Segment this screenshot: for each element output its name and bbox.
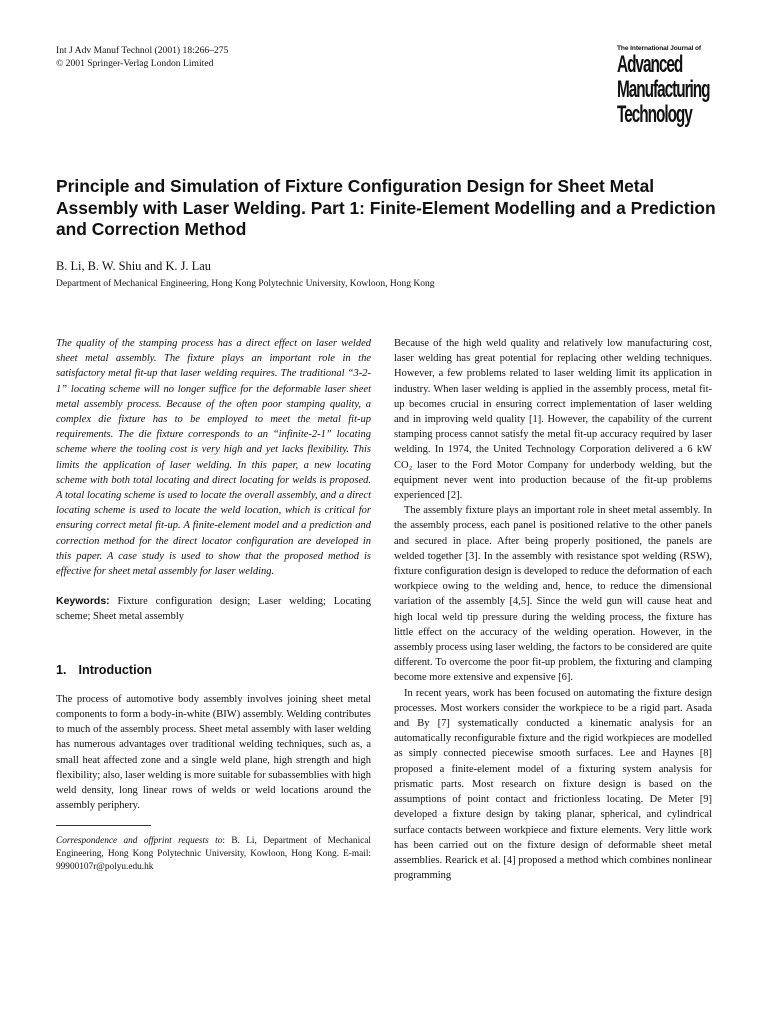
correspondence-footnote bbox=[56, 835, 371, 873]
right-column bbox=[394, 336, 712, 883]
journal-header bbox=[56, 44, 228, 70]
footnote-label: Correspondence and offprint requests to bbox=[56, 836, 223, 847]
journal-citation: Int J Adv Manuf Technol (2001) 18:266–275 bbox=[56, 45, 229, 56]
footnote-text: : B. Li, Department of Mechanical Engineering, Hong Kong Polytechnic University, Kowloon, Hong Kong. E-mail: 99900107r@polyu.edu.hk bbox=[56, 836, 371, 873]
authors: B. Li, B. W. Shiu and K. J. Lau bbox=[56, 259, 211, 273]
journal-logo bbox=[617, 45, 727, 127]
abstract: The quality of the stamping process has a direct effect on laser welded sheet metal assembly. The fixture plays an important role in the satisfactory metal fit-up that laser welding requires. The traditional “3-2-1” locating scheme will no longer suffice for the deformable laser sheet metal assembly process. Because of the often poor stamping quality, a complex die fixture has to be employed to meet the metal fit-up requirements. The die fixture corresponds to an “infinite-2-1” locating scheme where the tooling cost is very high and yet lacks flexibility. This limits the application of laser welding. In this paper, a new locating scheme with both total locating and direct locating for welds is proposed. A total locating scheme is used to locate the overall assembly, and a direct locating scheme is used to locate the weld location, which is critical for ensuring correct metal fit-up. A finite-element model and a prediction and correction method for the direct locator configuration are developed in this paper. A case study is used to show that the proposed method is effective for sheet metal assembly for laser welding. bbox=[56, 338, 371, 578]
keywords-text: Fixture configuration design; Laser welding; Locating scheme; Sheet metal assembly bbox=[56, 596, 372, 623]
body-paragraph-2: The assembly fixture plays an important role in sheet metal assembly. In the assembly process, each panel is positioned relative to the other panels and secured in place. After being properly positioned, the panels are welded together [3]. In the assembly with resistance spot welding (RSW), fixture configuration design is developed to reduce the deformation of each workpiece owing to the welding and, hence, to reduce the dimensional variation of the assembly [4,5]. Since the weld gun will cause heat and high local weld tip pressure during the welding process, the fixture has little effect on the accuracy of the welding operation. However, in the assembly process using laser welding, the factors to be considered are quite different. To overcome the poor fit-up problem, the fixturing and clamping become more extensive and expensive [6]. bbox=[394, 505, 712, 684]
affiliation: Department of Mechanical Engineering, Hong Kong Polytechnic University, Kowloon, Hong Kong bbox=[56, 279, 435, 289]
logo-small-text: The International Journal of bbox=[617, 45, 702, 52]
section-number: 1. bbox=[56, 662, 67, 677]
section-heading-introduction bbox=[56, 663, 371, 678]
body-paragraph-3: In recent years, work has been focused on automating the fixture design processes. Most workers consider the workpiece to be a rigid part. Asada and By [7] systematically conducted a kinematic analysis for an automatically reconfigurable fixture and the rigid workpieces are modelled as simply connected piecewise smooth surfaces. Lee and Haynes [8] proposed a finite-element model of a fixturing system analysis for prismatic parts. Most research on fixture design is based on the assumptions of point contact and frictionless locating. De Meter [9] developed a fixture design by taking planar, spherical, and cylindrical surface contacts between workpiece and fixture elements. Very little work has been carried out on the fixture design of deformable sheet metal assemblies. Rearick et al. [4] proposed a method which combines nonlinear programming bbox=[394, 687, 712, 882]
body-paragraph-1: Because of the high weld quality and relatively low manufacturing cost, laser welding has great potential for replacing other welding techniques. However, a few problems related to laser welding limit its application in industry. When laser welding is applied in the assembly process, metal fit-up becomes crucial in ensuring correct implementation of laser welding and in improving weld quality [1]. However, the capability of the current stamping process cannot satisfy the metal fit-up accuracy required by laser welding. In 1974, the United Technology Corporation delivered a 6 kW CO₂ laser to the Ford Motor Company for underbody welding, but the equipment never went into production because of the fit-up problems experienced [2]. bbox=[394, 338, 712, 502]
keywords bbox=[56, 594, 371, 624]
logo-line-technology: Technology bbox=[617, 101, 692, 128]
intro-paragraph-1: The process of automotive body assembly involves joining sheet metal components to form a body-in-white (BIW) assembly. Welding contributes to much of the assembly process. Sheet metal assembly with laser welding has numerous advantages over traditional welding techniques, such as, a small heat affected zone and a single weld plane, high strength and high flexibility; also, laser welding is more suitable for subassemblies with high weld density, long linear rows of welds or weld locations around the assembly periphery. bbox=[56, 693, 371, 812]
logo-line-advanced: Advanced bbox=[617, 51, 683, 78]
copyright-notice: © 2001 Springer-Verlag London Limited bbox=[56, 58, 214, 69]
footnote-divider bbox=[56, 825, 151, 826]
section-title: Introduction bbox=[78, 662, 152, 677]
logo-line-manufacturing: Manufacturing bbox=[617, 76, 710, 103]
left-column bbox=[56, 336, 371, 874]
keywords-label: Keywords: bbox=[56, 595, 110, 608]
paper-title: Principle and Simulation of Fixture Configuration Design for Sheet Metal Assembly with Laser Welding. Part 1: Finite-Element Modelling and a Prediction and Correction Method bbox=[56, 176, 716, 239]
